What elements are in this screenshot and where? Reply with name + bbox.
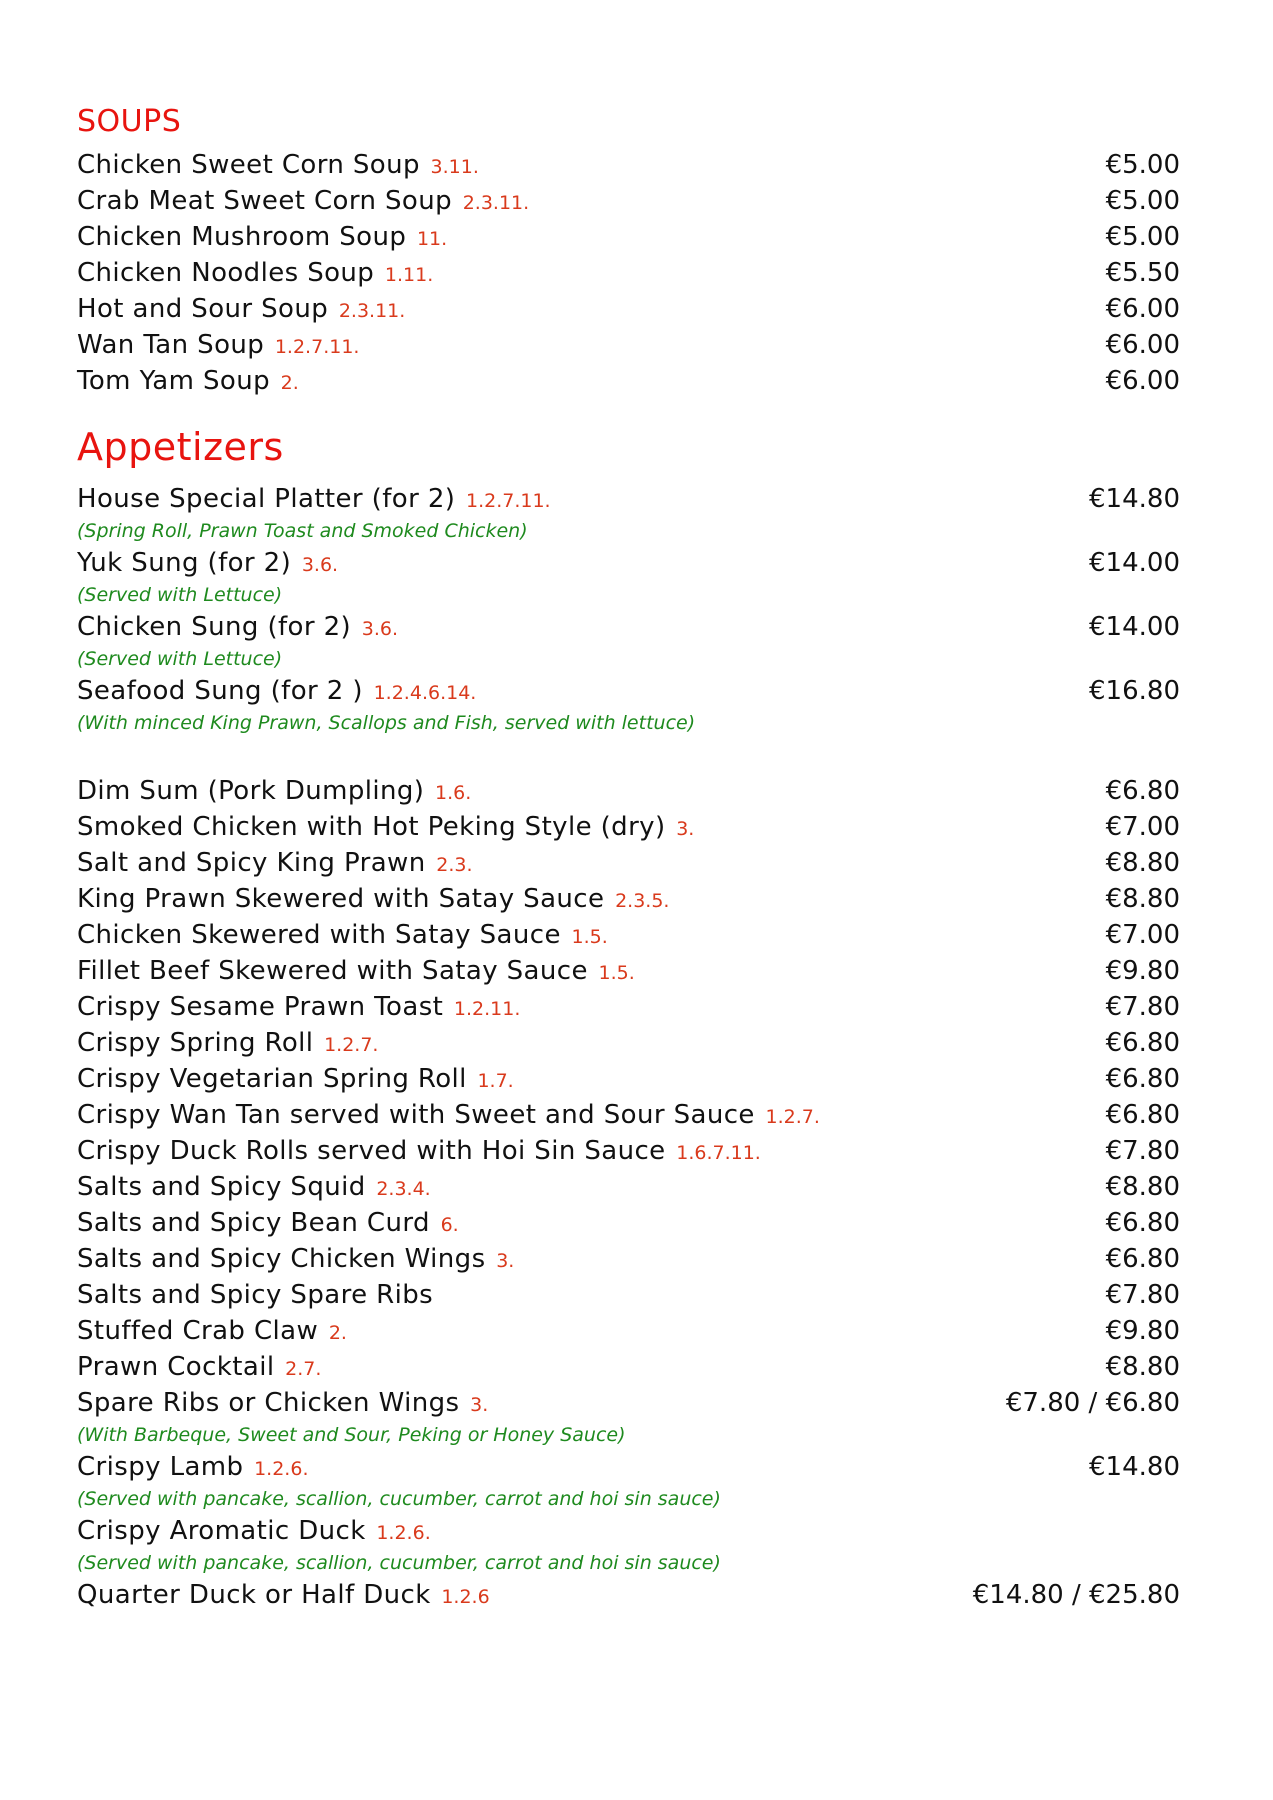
allergen-codes: 1.2.6 xyxy=(441,1586,490,1608)
item-price: €5.00 xyxy=(1105,186,1180,216)
item-price: €7.00 xyxy=(1105,812,1180,842)
allergen-codes: 1.2.6. xyxy=(376,1522,431,1544)
soup-item xyxy=(77,364,1180,398)
appetizer-item xyxy=(77,1350,1180,1384)
item-price: €8.80 xyxy=(1105,848,1180,878)
item-name-line xyxy=(77,674,476,710)
item-name-line xyxy=(77,1026,378,1062)
allergen-codes: 6. xyxy=(440,1214,459,1236)
allergen-codes: 2.3. xyxy=(436,854,473,876)
item-name-line xyxy=(77,990,520,1026)
appetizer-item xyxy=(77,774,1180,808)
item-price: €6.00 xyxy=(1105,366,1180,396)
item-name-line xyxy=(77,1206,459,1242)
appetizer-item xyxy=(77,954,1180,988)
allergen-codes: 1.6. xyxy=(435,782,472,804)
item-note: (Served with Lettuce) xyxy=(77,584,283,606)
item-name: Wan Tan Soup xyxy=(77,330,265,360)
item-name-line xyxy=(77,1386,488,1422)
item-price: €6.80 xyxy=(1105,1244,1180,1274)
item-price: €5.00 xyxy=(1105,150,1180,180)
item-name-line xyxy=(77,1062,514,1098)
item-name-line xyxy=(77,882,669,918)
item-price: €8.80 xyxy=(1105,1352,1180,1382)
item-name-line xyxy=(77,1450,308,1486)
allergen-codes: 2. xyxy=(280,372,299,394)
item-name: Smoked Chicken with Hot Peking Style (dry) xyxy=(77,812,666,842)
item-price: €14.80 xyxy=(1089,1452,1180,1482)
appetizer-item xyxy=(77,1514,1180,1548)
item-name: Prawn Cocktail xyxy=(77,1352,275,1382)
appetizer-item xyxy=(77,1578,1180,1612)
item-price: €7.80 xyxy=(1105,1280,1180,1310)
allergen-codes: 1.2.7.11. xyxy=(465,490,551,512)
item-name-line xyxy=(77,1514,431,1550)
item-name-line xyxy=(77,256,433,292)
item-name: Crispy Duck Rolls served with Hoi Sin Sauce xyxy=(77,1136,666,1166)
item-price: €6.80 xyxy=(1105,1064,1180,1094)
item-name-line xyxy=(77,148,479,184)
item-name-line xyxy=(77,1350,321,1386)
item-name: Crispy Sesame Prawn Toast xyxy=(77,992,444,1022)
soups-section-title: SOUPS xyxy=(77,104,182,139)
item-name-line xyxy=(77,918,608,954)
item-price: €14.80 / €25.80 xyxy=(972,1580,1180,1610)
item-name: House Special Platter (for 2) xyxy=(77,484,456,514)
appetizer-item xyxy=(77,1242,1180,1276)
item-name: King Prawn Skewered with Satay Sauce xyxy=(77,884,605,914)
appetizer-item xyxy=(77,546,1180,580)
appetizer-item xyxy=(77,882,1180,916)
item-price: €5.00 xyxy=(1105,222,1180,252)
allergen-codes: 2.3.11. xyxy=(462,192,530,214)
allergen-codes: 2.7. xyxy=(285,1358,322,1380)
item-name-line xyxy=(77,292,405,328)
allergen-codes: 1.2.7. xyxy=(324,1034,379,1056)
item-name: Chicken Mushroom Soup xyxy=(77,222,407,252)
item-name-line xyxy=(77,364,299,400)
item-name-line xyxy=(77,810,694,846)
appetizer-item xyxy=(77,482,1180,516)
item-name-line xyxy=(77,184,529,220)
item-name: Spare Ribs or Chicken Wings xyxy=(77,1388,460,1418)
item-note: (With Barbeque, Sweet and Sour, Peking or Honey Sauce) xyxy=(77,1424,626,1446)
item-name: Seafood Sung (for 2 ) xyxy=(77,676,363,706)
item-name: Quarter Duck or Half Duck xyxy=(77,1580,431,1610)
appetizer-item xyxy=(77,1450,1180,1484)
item-name: Crispy Vegetarian Spring Roll xyxy=(77,1064,467,1094)
appetizer-item xyxy=(77,1098,1180,1132)
item-price: €7.80 xyxy=(1105,992,1180,1022)
allergen-codes: 1.7. xyxy=(477,1070,514,1092)
appetizer-item xyxy=(77,1278,1180,1312)
appetizer-item xyxy=(77,674,1180,708)
item-name: Chicken Sweet Corn Soup xyxy=(77,150,420,180)
item-name: Crispy Lamb xyxy=(77,1452,244,1482)
allergen-codes: 3.6. xyxy=(301,554,339,576)
item-name: Hot and Sour Soup xyxy=(77,294,329,324)
item-price: €7.00 xyxy=(1105,920,1180,950)
appetizer-item xyxy=(77,810,1180,844)
soup-item xyxy=(77,184,1180,218)
item-note: (With minced King Prawn, Scallops and Fish, served with lettuce) xyxy=(77,712,696,734)
item-name-line xyxy=(77,1314,347,1350)
appetizer-item xyxy=(77,1170,1180,1204)
item-price: €6.00 xyxy=(1105,294,1180,324)
item-name: Chicken Sung (for 2) xyxy=(77,612,352,642)
item-price: €8.80 xyxy=(1105,884,1180,914)
item-name: Salts and Spicy Chicken Wings xyxy=(77,1244,486,1274)
item-name-line xyxy=(77,482,551,518)
allergen-codes: 1.2.11. xyxy=(453,998,521,1020)
item-name-line xyxy=(77,846,473,882)
allergen-codes: 1.2.7. xyxy=(765,1106,820,1128)
appetizer-item xyxy=(77,918,1180,952)
appetizers-section-title: Appetizers xyxy=(77,425,284,469)
allergen-codes: 1.5. xyxy=(571,926,608,948)
soup-item xyxy=(77,220,1180,254)
item-price: €8.80 xyxy=(1105,1172,1180,1202)
appetizer-item xyxy=(77,846,1180,880)
item-price: €14.80 xyxy=(1089,484,1180,514)
item-name-line xyxy=(77,1170,431,1206)
item-price: €5.50 xyxy=(1105,258,1180,288)
allergen-codes: 2. xyxy=(328,1322,347,1344)
item-name-line xyxy=(77,1578,490,1614)
allergen-codes: 1.2.4.6.14. xyxy=(373,682,477,704)
allergen-codes: 3. xyxy=(676,818,695,840)
allergen-codes: 2.3.4. xyxy=(376,1178,431,1200)
item-name-line xyxy=(77,1098,820,1134)
allergen-codes: 1.2.6. xyxy=(254,1458,309,1480)
item-price: €6.80 xyxy=(1105,776,1180,806)
soup-item xyxy=(77,256,1180,290)
item-name-line xyxy=(77,774,471,810)
appetizer-item xyxy=(77,1314,1180,1348)
item-name-line xyxy=(77,610,398,646)
item-price: €14.00 xyxy=(1089,548,1180,578)
appetizer-item xyxy=(77,1062,1180,1096)
appetizer-item xyxy=(77,1134,1180,1168)
allergen-codes: 2.3.11. xyxy=(338,300,406,322)
allergen-codes: 1.11. xyxy=(384,264,434,286)
soup-item xyxy=(77,148,1180,182)
item-note: (Spring Roll, Prawn Toast and Smoked Chicken) xyxy=(77,520,528,542)
item-name: Crispy Aromatic Duck xyxy=(77,1516,366,1546)
allergen-codes: 1.2.7.11. xyxy=(274,336,360,358)
item-price: €7.80 xyxy=(1105,1136,1180,1166)
item-price: €6.80 xyxy=(1105,1028,1180,1058)
item-price: €6.80 xyxy=(1105,1208,1180,1238)
appetizer-item xyxy=(77,610,1180,644)
item-name-line xyxy=(77,954,635,990)
item-price: €9.80 xyxy=(1105,1316,1180,1346)
item-name-line xyxy=(77,1278,435,1314)
appetizer-item xyxy=(77,1026,1180,1060)
item-name-line xyxy=(77,328,359,364)
allergen-codes: 1.6.7.11. xyxy=(676,1142,761,1164)
item-name: Yuk Sung (for 2) xyxy=(77,548,292,578)
item-price: €6.80 xyxy=(1105,1100,1180,1130)
allergen-codes: 2.3.5. xyxy=(615,890,670,912)
appetizer-item xyxy=(77,1206,1180,1240)
item-name: Salts and Spicy Bean Curd xyxy=(77,1208,430,1238)
allergen-codes: 1.5. xyxy=(598,962,635,984)
item-name-line xyxy=(77,546,338,582)
item-price: €7.80 / €6.80 xyxy=(1005,1388,1180,1418)
item-name: Crispy Spring Roll xyxy=(77,1028,314,1058)
item-name: Salt and Spicy King Prawn xyxy=(77,848,426,878)
item-name-line xyxy=(77,1242,514,1278)
item-name: Chicken Skewered with Satay Sauce xyxy=(77,920,561,950)
allergen-codes: 11. xyxy=(416,228,448,250)
allergen-codes: 3. xyxy=(496,1250,515,1272)
item-name-line xyxy=(77,1134,761,1170)
item-name: Chicken Noodles Soup xyxy=(77,258,375,288)
item-name: Stuffed Crab Claw xyxy=(77,1316,319,1346)
allergen-codes: 3.11. xyxy=(430,156,479,178)
item-note: (Served with pancake, scallion, cucumber, carrot and hoi sin sauce) xyxy=(77,1552,721,1574)
item-note: (Served with pancake, scallion, cucumber, carrot and hoi sin sauce) xyxy=(77,1488,721,1510)
item-name-line xyxy=(77,220,447,256)
item-name: Tom Yam Soup xyxy=(77,366,270,396)
item-name: Salts and Spicy Squid xyxy=(77,1172,366,1202)
item-name: Crab Meat Sweet Corn Soup xyxy=(77,186,453,216)
soup-item xyxy=(77,328,1180,362)
soup-item xyxy=(77,292,1180,326)
item-name: Dim Sum (Pork Dumpling) xyxy=(77,776,425,806)
item-price: €9.80 xyxy=(1105,956,1180,986)
item-name: Salts and Spicy Spare Ribs xyxy=(77,1280,434,1310)
item-price: €14.00 xyxy=(1089,612,1180,642)
appetizer-item xyxy=(77,1386,1180,1420)
item-name: Fillet Beef Skewered with Satay Sauce xyxy=(77,956,588,986)
allergen-codes: 3.6. xyxy=(361,618,399,640)
item-name: Crispy Wan Tan served with Sweet and Sour Sauce xyxy=(77,1100,755,1130)
item-price: €16.80 xyxy=(1089,676,1180,706)
item-note: (Served with Lettuce) xyxy=(77,648,283,670)
item-price: €6.00 xyxy=(1105,330,1180,360)
allergen-codes: 3. xyxy=(470,1394,489,1416)
appetizer-item xyxy=(77,990,1180,1024)
